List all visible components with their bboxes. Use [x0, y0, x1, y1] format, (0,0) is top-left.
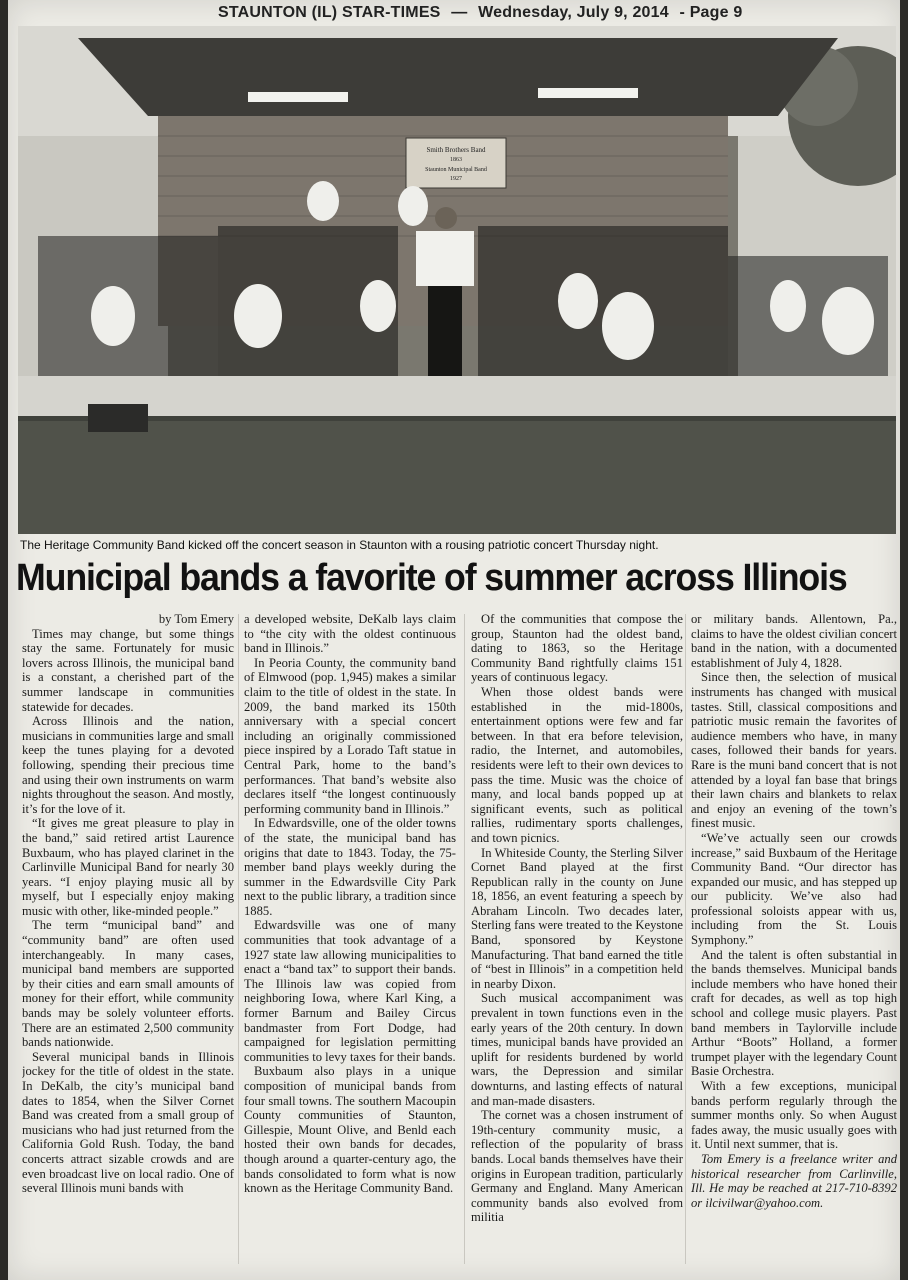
article-paragraph: In Edwardsville, one of the older towns of the state, the municipal band has origins that date to 1843. Today, the 75-member band plays weekly during the summer in the Edwardsville City Park next to the public library, a tradition since 1885. — [244, 816, 456, 918]
article-paragraph: Such musical accompaniment was prevalent in town functions even in the early years of the 20th century. In down times, municipal bands have provided an uplift for residents burdened by world wars, the Depression and similar downturns, and lasting effects of natural and man-made disasters. — [471, 991, 683, 1108]
article-paragraph: a developed website, DeKalb lays claim to “the city with the oldest continuous band in Illinois.” — [244, 612, 456, 656]
band-sign-line: Staunton Municipal Band — [425, 167, 487, 173]
article-paragraph: With a few exceptions, municipal bands perform regularly through the summer months only. So when August fades away, the music usually goes with it. Until next summer, that is. — [691, 1079, 897, 1152]
issue-date: Wednesday, July 9, 2014 — [478, 4, 669, 21]
article-paragraph: “We’ve actually seen our crowds increase,” said Buxbaum of the Heritage Community Band. “Our director has expanded our music, and has stepped up our publicity. We’ve also had professional soloists appear with us, including from the St. Louis Symphony.” — [691, 830, 897, 948]
band-photo — [18, 26, 896, 534]
article-paragraph: In Whiteside County, the Sterling Silver Cornet Band played at the first Republican rally in the county on June 18, 1856, an event featuring a speech by Abraham Lincoln. Two decades later, Sterling fans were treated to the Keystone Band, sponsored by Keystone Manufacturing. That band earned the title of “best in Illinois” in a competition held in nearby Dixon. — [471, 845, 683, 991]
column-divider — [464, 614, 465, 1264]
newspaper-page — [8, 0, 900, 1280]
article-paragraph: or military bands. Allentown, Pa., claims to have the oldest civilian concert band in the nation, with a documented establishment of July 4, 1828. — [691, 612, 897, 670]
article-paragraph: In Peoria County, the community band of Elmwood (pop. 1,945) makes a similar claim to the title of oldest in the state. In 2009, the band marked its 150th anniversary with a special concert including an originally commissioned piece inspired by a Lorado Taft statue in Central Park, home to the band’s performances. That band’s website also declares itself “the longest continuously performing community band in Illinois.” — [244, 655, 456, 816]
column-divider — [238, 614, 239, 1264]
band-sign-line: 1927 — [450, 176, 462, 182]
masthead — [218, 4, 748, 22]
paper-name: STAUNTON (IL) STAR-TIMES — [218, 4, 441, 21]
page-number: - Page 9 — [679, 4, 743, 21]
photo-caption: The Heritage Community Band kicked off the concert season in Staunton with a rousing patriotic concert Thursday night. — [20, 538, 659, 552]
article-paragraph: Several municipal bands in Illinois jockey for the title of oldest in the state. In DeKalb, the city’s municipal band dates to 1854, when the Silver Cornet Band was created from a small group of musicians who had just returned from the California Gold Rush. Today, the band concerts attract sizable crowds and are even broadcast live on local radio. One of several Illinois muni bands with — [22, 1049, 234, 1196]
byline: by Tom Emery — [158, 612, 234, 626]
article-paragraph: Times may change, but some things stay the same. Fortunately for music lovers across Illinois, the municipal band is a constant, a cherished part of the summer landscape in communities statewide for decades. — [22, 626, 234, 714]
article-column-4 — [691, 612, 897, 1272]
article-paragraph: When those oldest bands were established in the mid-1800s, entertainment options were few and far between. In that era before television, radio, the Internet, and automobiles, residents were left to their own devices to pass the time. Music was the choice of many, and local bands popped up at significant events, such as political rallies, rudimentary sports challenges, and town picnics. — [471, 684, 683, 845]
article-column-2 — [244, 612, 456, 1272]
article-column-1 — [22, 612, 234, 1272]
article-column-3 — [471, 612, 683, 1272]
article-paragraph: Across Illinois and the nation, musicians in communities large and small keep the tunes playing for a devoted following, spending their precious time and using their own instruments on warm nights throughout the season. And mostly, it’s for the love of it. — [22, 714, 234, 816]
article-paragraph: The cornet was a chosen instrument of 19th-century community music, a reflection of the popularity of brass bands. Local bands themselves have their origins in European tradition, particularly Germany and England. Many American community bands also evolved from militia — [471, 1108, 683, 1225]
article-paragraph: Of the communities that compose the group, Staunton had the oldest band, dating to 1863, so the Heritage Community Band rightfully claims 151 years of continuous legacy. — [471, 612, 683, 685]
author-signoff: Tom Emery is a freelance writer and historical researcher from Carlinville, Ill. He may be reached at 217-710-8392 or ilcivilwar@yahoo.com. — [691, 1151, 897, 1210]
article-paragraph: Buxbaum also plays in a unique composition of municipal bands from four small towns. The southern Macoupin County communities of Staunton, Gillespie, Mount Olive, and Benld each hosted their own bands for decades, though around a quarter-century ago, the bands consolidated to form what is now known as the Heritage Community Band. — [244, 1064, 456, 1196]
bandshell-concert-illustration — [18, 26, 896, 534]
article-paragraph: The term “municipal band” and “community band” are often used interchangeably. In many cases, municipal band members are supported by their cities and earn small amounts of money for their effort, while community bands may be solely volunteer efforts. There are an estimated 2,500 community bands nationwide. — [22, 918, 234, 1050]
article-paragraph: Since then, the selection of musical instruments has changed with musical tastes. Still, classical compositions and patriotic music remain the favorites of audience members who have, in many cases, followed their bands for years. Rare is the muni band concert that is not attended by a loyal fan base that brings their lawn chairs and blankets to relax and enjoy an evening of the town’s finest music. — [691, 670, 897, 831]
headline: Municipal bands a favorite of summer across Illinois — [16, 557, 847, 599]
article-paragraph: And the talent is often substantial in the bands themselves. Municipal bands include members who have honed their craft for decades, as well as top high school and college music players. Past band members in Taylorville include Arthur “Boots” Holland, a former trumpet player with the legendary Count Basie Orchestra. — [691, 947, 897, 1079]
band-sign-line: Smith Brothers Band — [426, 146, 486, 154]
article-paragraph: Edwardsville was one of many communities that took advantage of a 1927 state law allowing municipalities to enact a “band tax” to support their bands. The Illinois law was copied from neighboring Iowa, where Karl King, a former Barnum and Bailey Circus bandmaster from Fort Dodge, had campaigned for legislation permitting communities to levy taxes for their bands. — [244, 918, 456, 1064]
masthead-separator: — — [451, 4, 468, 21]
article-paragraph: “It gives me great pleasure to play in the band,” said retired artist Laurence Buxbaum, who has played clarinet in the Carlinville Municipal Band for nearly 30 years. “I enjoy playing music all by myself, but I especially enjoy making music with other, like-minded people.” — [22, 816, 234, 918]
band-sign-line: 1863 — [450, 157, 462, 163]
column-divider — [685, 614, 686, 1264]
